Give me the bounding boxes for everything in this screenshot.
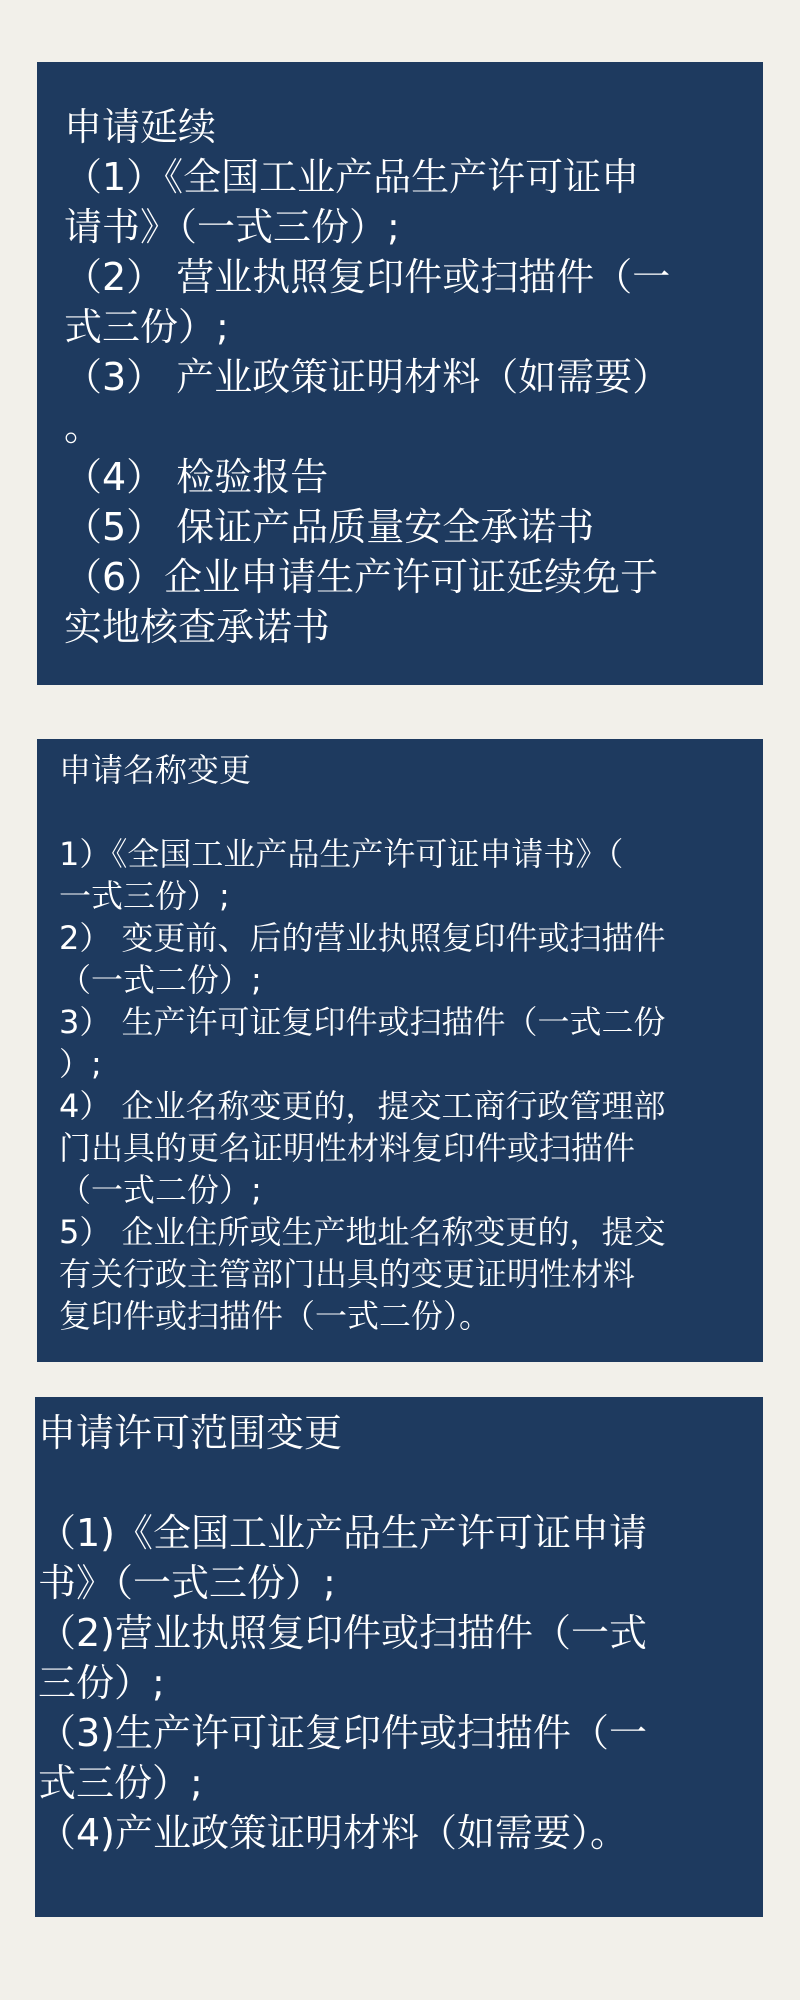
renewal-item-2-line-2: 式三份）; [64, 305, 229, 349]
renewal-item-6-line-2: 实地核查承诺书 [64, 605, 331, 649]
scope-change-item-4: （4)产业政策证明材料（如需要）。 [38, 1811, 629, 1855]
renewal-item-2-line-1: （2） 营业执照复印件或扫描件（一 [64, 255, 671, 299]
section-title-scope-change: 申请许可范围变更 [38, 1411, 343, 1455]
section-title-renewal: 申请延续 [64, 105, 217, 149]
scope-change-item-2-line-1: （2)营业执照复印件或扫描件（一式 [38, 1611, 648, 1655]
name-change-item-5-line-3: 复印件或扫描件（一式二份）。 [59, 1297, 492, 1335]
renewal-item-4: （4） 检验报告 [64, 455, 329, 499]
scope-change-item-1-line-2: 书》（一式三份）; [38, 1561, 336, 1605]
renewal-item-1-line-1: （1）《全国工业产品生产许可证申 [64, 155, 640, 199]
name-change-item-5-line-1: 5） 企业住所或生产地址名称变更的，提交 [59, 1213, 666, 1251]
blank-line [59, 791, 729, 833]
name-change-item-2-line-2: （一式二份）; [59, 961, 262, 999]
name-change-item-5-line-2: 有关行政主管部门出具的变更证明性材料 [59, 1255, 636, 1293]
name-change-item-4-line-3: （一式二份）; [59, 1171, 262, 1209]
name-change-item-3-line-1: 3） 生产许可证复印件或扫描件（一式二份 [59, 1003, 666, 1041]
panel-name-change [37, 739, 763, 1362]
name-change-item-3-line-2: ）; [59, 1045, 102, 1083]
name-change-item-4-line-2: 门出具的更名证明性材料复印件或扫描件 [59, 1129, 636, 1167]
renewal-item-3-line-1: （3） 产业政策证明材料（如需要） [64, 355, 671, 399]
panel-scope-change [35, 1397, 763, 1917]
renewal-item-6-line-1: （6）企业申请生产许可证延续免于 [64, 555, 659, 599]
name-change-item-2-line-1: 2） 变更前、后的营业执照复印件或扫描件 [59, 919, 666, 957]
section-title-name-change: 申请名称变更 [59, 751, 252, 789]
scope-change-item-3-line-1: （3)生产许可证复印件或扫描件（一 [38, 1711, 648, 1755]
name-change-item-1-line-1: 1）《全国工业产品生产许可证申请书》（ [59, 835, 624, 873]
renewal-item-3-line-2: 。 [64, 405, 103, 449]
blank-line [38, 1458, 729, 1508]
renewal-item-1-line-2: 请书》（一式三份）; [64, 205, 400, 249]
name-change-item-4-line-1: 4） 企业名称变更的，提交工商行政管理部 [59, 1087, 666, 1125]
scope-change-item-1-line-1: （1)《全国工业产品生产许可证申请 [38, 1511, 648, 1555]
scope-change-item-3-line-2: 式三份）; [38, 1761, 203, 1805]
renewal-item-5: （5） 保证产品质量安全承诺书 [64, 505, 595, 549]
scope-change-item-2-line-2: 三份）; [38, 1661, 165, 1705]
name-change-item-1-line-2: 一式三份）; [59, 877, 230, 915]
panel-renewal [37, 62, 763, 685]
